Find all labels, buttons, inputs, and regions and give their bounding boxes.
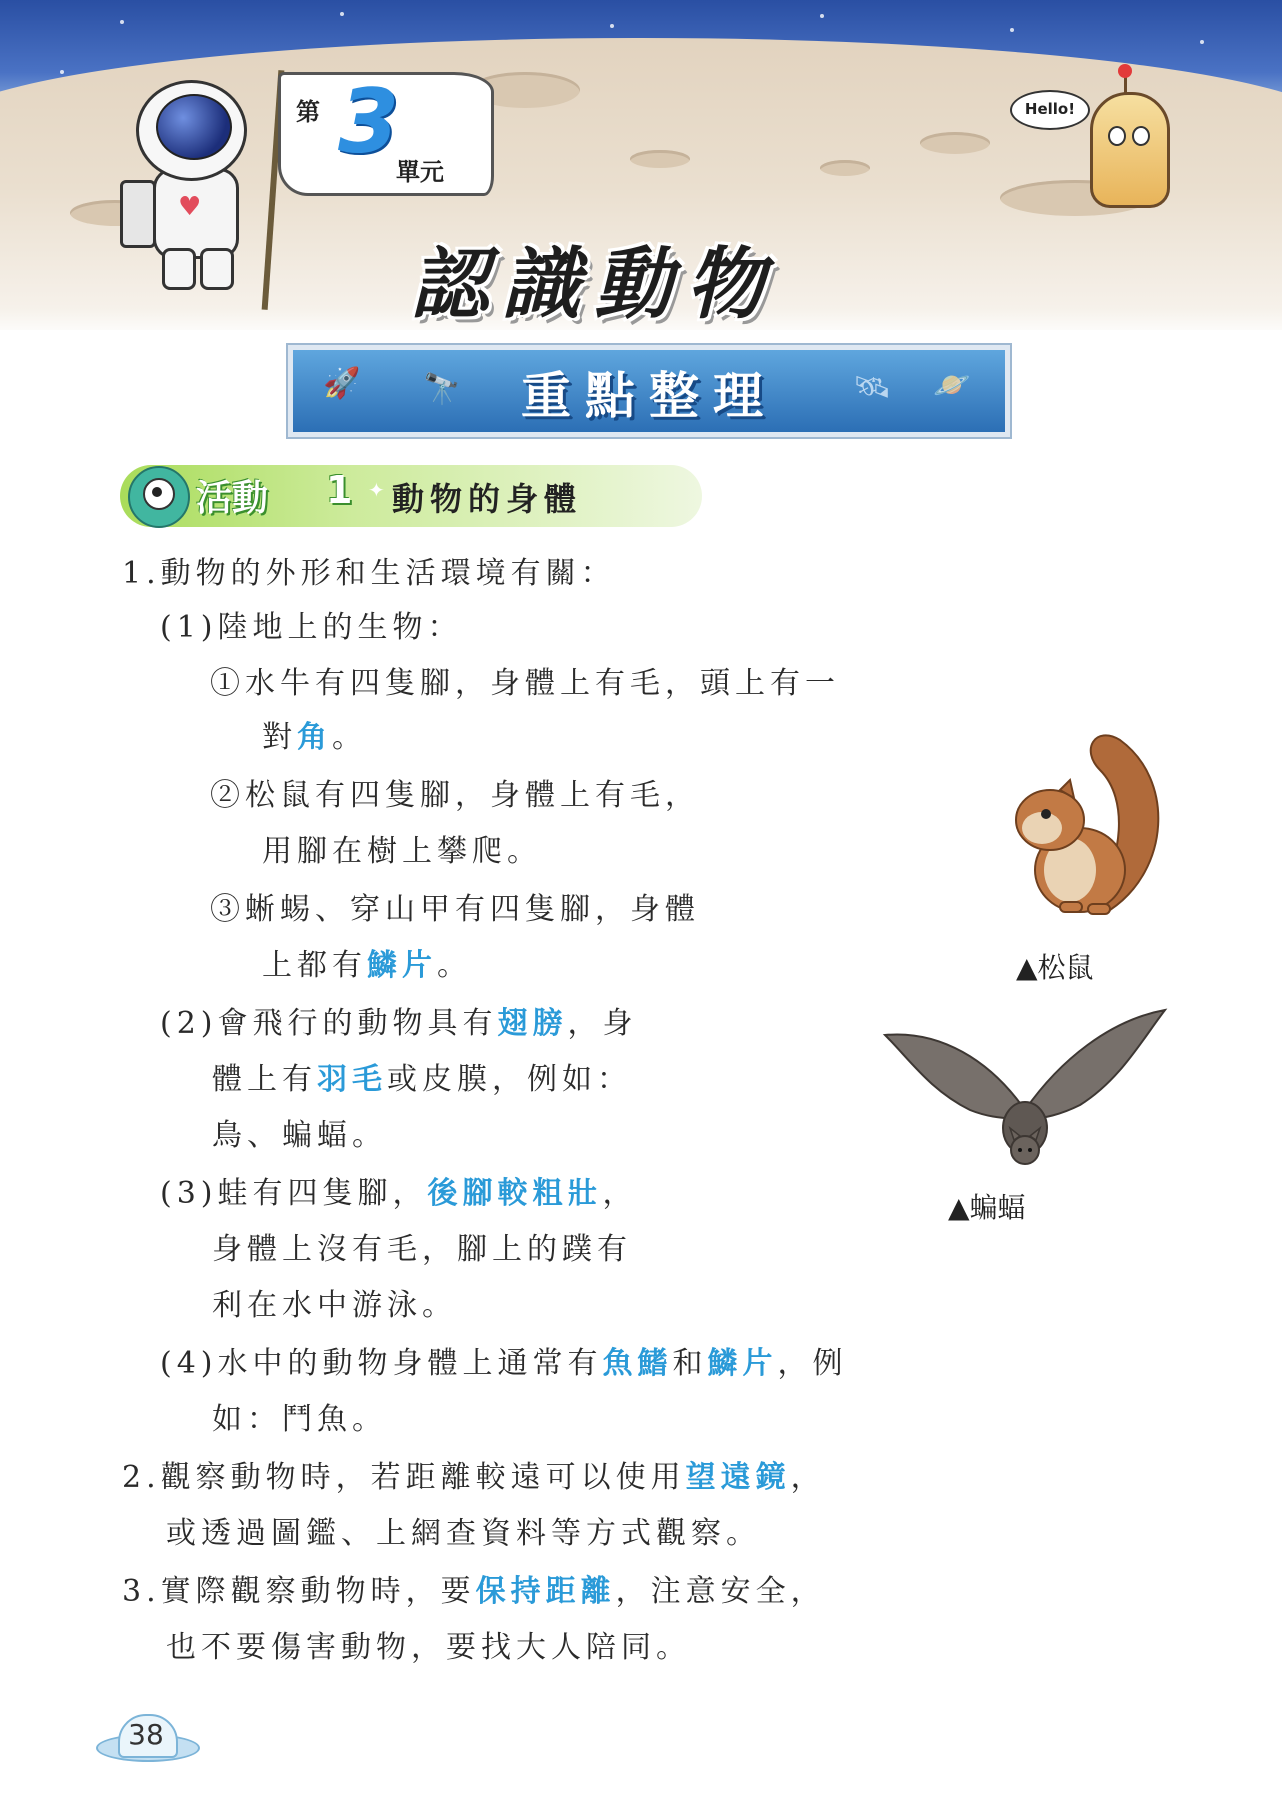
point-1-2-cont [212,1054,632,1098]
crater [820,160,870,176]
point-1-1-a-text: ①水牛有四隻腳，身體上有毛，頭上有一 [210,666,840,701]
star [60,70,64,74]
squirrel-illustration [1000,720,1170,920]
star [610,24,614,28]
activity-label: 活動 [196,478,269,519]
alien-eye [1108,126,1126,146]
point-1-1-a [210,658,840,702]
text-segment: ， [602,1176,638,1211]
star-icon: ✦ [368,478,385,502]
point-1-1-b-text: ②松鼠有四隻腳，身體上有毛， [210,778,700,813]
keyword-scales: 鱗片 [367,948,437,983]
text-segment: (3)蛙有四隻腳， [160,1176,428,1211]
astronaut-visor [156,94,232,160]
star [1010,28,1014,32]
point-1 [122,548,616,592]
point-1-4-cont [212,1394,387,1438]
text-segment: 或透過圖鑑、上網查資料等方式觀察。 [166,1516,761,1551]
point-1-3 [160,1168,638,1212]
text-segment: 體上有 [212,1062,317,1097]
text-segment: 2.觀察動物時，若距離較遠可以使用 [122,1460,686,1495]
key-points-banner [288,345,1010,437]
unit-title: 認識動物 [410,240,779,330]
text-segment: 3.實際觀察動物時，要 [122,1574,476,1609]
crater [920,132,990,154]
text-segment: ，例 [777,1346,848,1381]
point-1-1 [160,602,463,646]
keyword-wings: 翅膀 [497,1006,568,1041]
unit-prefix: 第 [296,97,320,126]
point-2-cont [166,1508,761,1552]
page-number: 38 [128,1718,164,1751]
text-segment: 利在水中游泳。 [212,1288,457,1323]
point-1-text: 1.動物的外形和生活環境有關： [122,556,616,591]
text-segment: 身體上沒有毛，腳上的蹼有 [212,1232,632,1267]
point-3 [122,1566,826,1610]
alien-eye [1132,126,1150,146]
keyword-keep-distance: 保持距離 [475,1574,616,1609]
keyword-strong-hind-legs: 後腳較粗壯 [427,1176,603,1211]
planet-icon: 🪐 [933,368,971,403]
heart-icon: ♥ [178,192,202,222]
satellite-icon: 🛰 [853,370,892,405]
activity-subtitle: 動物的身體 [392,480,583,518]
point-1-2 [160,998,638,1042]
text-segment: 。 [437,948,472,983]
text-segment: ，注意安全， [615,1574,826,1609]
astronaut-leg [200,248,234,290]
alien-body [1090,92,1170,208]
keyword-feathers: 羽毛 [317,1062,387,1097]
point-1-4 [160,1338,848,1382]
text-segment: 或皮膜，例如： [387,1062,632,1097]
text-segment: (2)會飛行的動物具有 [160,1006,498,1041]
point-1-1-a-cont [262,712,367,756]
squirrel-caption: ▲松鼠 [1016,951,1094,984]
text-segment: 。 [332,720,367,755]
star [820,14,824,18]
unit-suffix: 單元 [396,157,444,186]
point-2 [122,1452,826,1496]
point-1-1-text: (1)陸地上的生物： [160,610,463,645]
text-segment: ， [790,1460,826,1495]
monster-pupil [152,487,162,497]
bat-illustration [880,1000,1170,1170]
alien-illustration [1024,70,1176,210]
activity-number: 1 [326,468,353,512]
rocket-icon: 🚀 [323,366,361,401]
keyword-horn: 角 [297,720,332,755]
astronaut-leg [162,248,196,290]
text-segment: ，身 [567,1006,638,1041]
monster-mascot-icon [124,462,190,528]
alien-antenna-ball [1118,64,1132,78]
text-segment: 上都有 [262,948,367,983]
text-segment: 也不要傷害動物，要找大人陪同。 [166,1630,691,1665]
crater [630,150,690,168]
star [120,20,124,24]
text-segment: 和 [672,1346,708,1381]
star [1200,40,1204,44]
keyword-scales: 鱗片 [707,1346,778,1381]
text-segment: (4)水中的動物身體上通常有 [160,1346,603,1381]
speech-bubble: Hello! [1010,90,1090,130]
point-1-2-cont2 [212,1110,387,1154]
keyword-telescope: 望遠鏡 [685,1460,791,1495]
astronaut-illustration [118,80,258,290]
point-1-1-c-text: ③蜥蜴、穿山甲有四隻腳，身體 [210,892,700,927]
banner-title: 重點整理 [521,367,777,425]
text-segment: 對 [262,720,297,755]
keyword-fins: 魚鰭 [602,1346,673,1381]
star [340,12,344,16]
point-1-3-cont [212,1224,632,1268]
unit-number: 3 [338,70,400,173]
point-1-1-c [210,884,700,928]
bat-caption: ▲蝙蝠 [948,1191,1026,1224]
point-1-1-c-cont [262,940,472,984]
text-segment: 用腳在樹上攀爬。 [262,834,542,869]
point-1-3-cont2 [212,1280,457,1324]
point-1-1-b-cont [262,826,542,870]
telescope-icon: 🔭 [423,372,461,407]
text-segment: 如：鬥魚。 [212,1402,387,1437]
astronaut-backpack [120,180,156,248]
text-segment: 鳥、蝙蝠。 [212,1118,387,1153]
point-3-cont [166,1622,691,1666]
point-1-1-b [210,770,700,814]
